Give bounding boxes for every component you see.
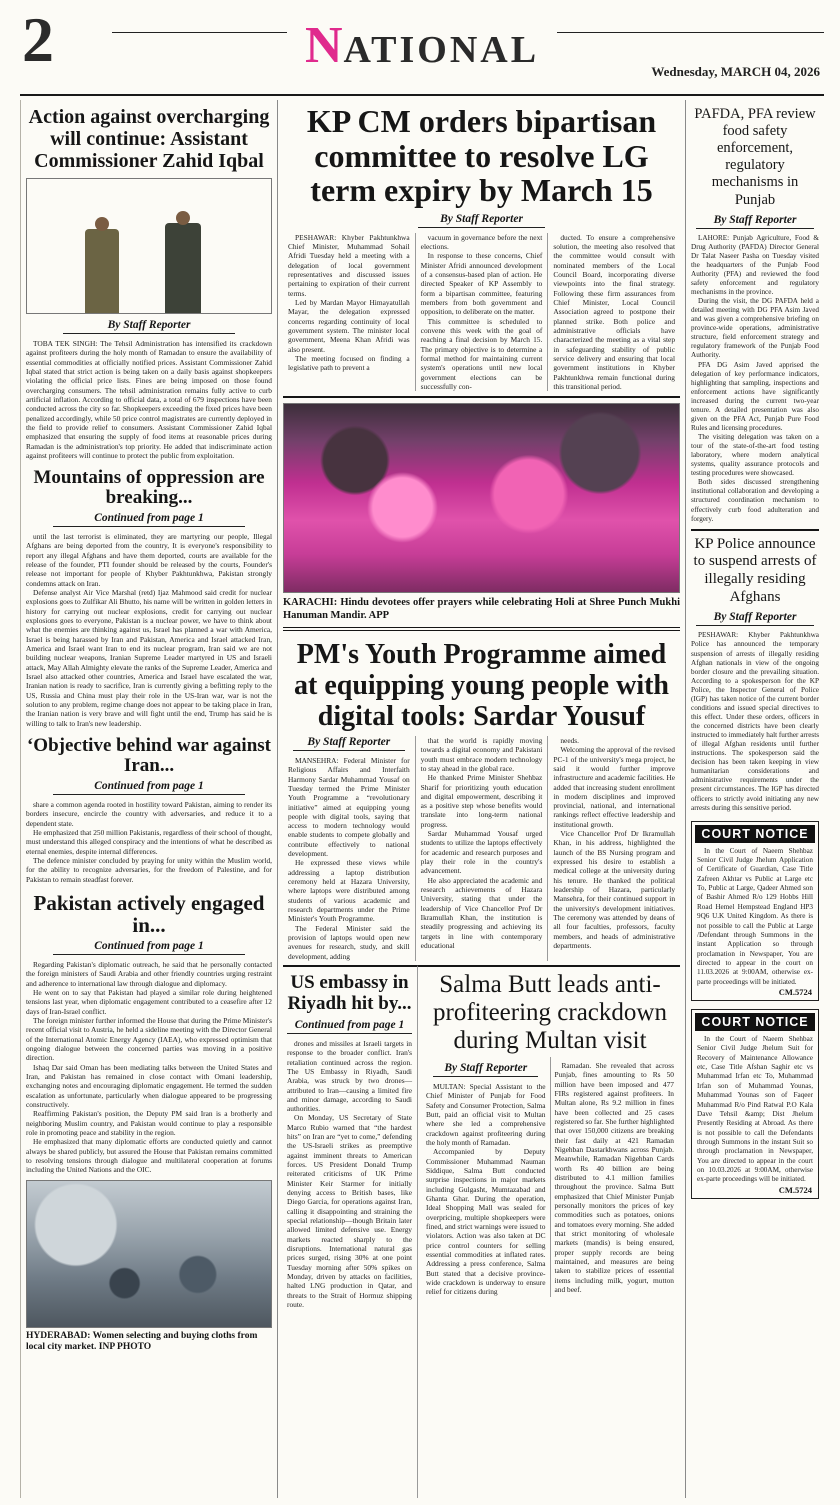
paragraph: He went on to say that Pakistan had played a similar role during heightened tensions last year, when diplomatic engagement contributed to a ceasefire after 12 days of Iran-Israel conflict. bbox=[26, 987, 272, 1016]
article-kp-police-headline: KP Police announce to suspend arrests of illegally residing Afghans bbox=[693, 535, 817, 605]
paragraph: Ramadan. She revealed that across Punjab, fines amounting to Rs 50 million have been imposed and 477 FIRs registered against profiteers. In Multan alone, Rs 9.2 million in fines have been collected and 25 cases registered so far. She further highlighted that over 150,000 citizens are breaking their fast daily at 421 Ramadan Nigehban Dastarkhwans across Punjab. Meanwhile, Ramadan Nigehban Cards worth Rs 40 billion are being distributed to 4.1 million families throughout the province. Salma Butt emphasized that Chief Minister Punjab personally monitors the prices of key commodities such as potatoes, onions and tomatoes every morning. She added that strict monitoring of wholesale markets (mandis) is being ensured, proper supply records are being maintained, and measures are being taken to stabilize prices of essential items including milk, yogurt, mutton and beef. bbox=[554, 1061, 674, 1294]
continued-from-page1: Continued from page 1 bbox=[53, 512, 245, 527]
holi-celebration-photo bbox=[283, 403, 680, 593]
article-pakistan-headline: Pakistan actively engaged in... bbox=[33, 890, 265, 937]
center-column bbox=[278, 100, 686, 1498]
paragraph: PESHAWAR: Khyber Pakhtunkhwa Chief Minister, Muhammad Sohail Afridi Tuesday held a meeting with a delegation of local government representatives and discussed issues pertaining to expiration of their current terms. bbox=[288, 232, 410, 298]
section-initial: N bbox=[304, 17, 344, 74]
paragraph: that the world is rapidly moving towards a digital economy and Pakistani youth must embrace modern technology to stay ahead in the global race. bbox=[420, 735, 543, 773]
court-notice-1-body bbox=[692, 847, 818, 987]
left-column bbox=[20, 100, 278, 1498]
right-column bbox=[686, 100, 824, 1498]
paragraph: In the Court of Naeem Shehbaz Senior Civil Judge Jhelum Application of Certificate of Guardian, Case Title Zafreen Akhtar vs Public at Large etc To, Public at Large, Qadeer Ahmed son of Bashir Ahmed R/o 129 Hobbs Hill Road Hemel Hempstead England HP3 9Q6 U.K United Kingdom. As there is not possible to call the Public at Large /Defendant through Summons in the instant Application so through proclamation in Newspaper, You are directed to appear in the court on 11.03.2026 at 9:00AM, otherwise ex-parte proceedings will be initiated. bbox=[697, 846, 813, 986]
byline: By Staff Reporter bbox=[433, 1062, 538, 1077]
paragraph: On Monday, US Secretary of State Marco Rubio warned that “the hardest hits” on Iran are “yet to come,” defending the US-Israeli strikes as preemptive against imminent threats to American forces. US President Donald Trump reiterated criticisms of UK Prime Minister Keir Starmer for initially denying access to British bases, like Diego Garcia, for operations against Iran, calling it disappointing and straining the special relationship—though Britain later allowed limited defensive use. Energy markets reacted sharply to the disruptions. International natural gas prices surged, rising 30% at one point Tuesday morning after 50% spikes on Monday, driven by attacks on facilities, halted LNG production in Qatar, and threats to the Strait of Hormuz shipping route. bbox=[287, 1113, 412, 1310]
hyderabad-photo-block bbox=[26, 1180, 272, 1354]
article-kpcm-headline: KP CM orders bipartisan committee to resolve LG term expiry by March 15 bbox=[306, 103, 657, 209]
paragraph: He emphasized that 250 million Pakistanis, regardless of their school of thought, must understand this alleged conspiracy and the intentions of what he described as eternal enemies, despite internal differences. bbox=[26, 827, 272, 856]
paragraph: MULTAN: Special Assistant to the Chief Minister of Punjab for Food Safety and Consumer Protection, Salma Butt, paid an official visit to Multan where she led a comprehensive crackdown against profiteering during the holy month of Ramadan. bbox=[426, 1082, 546, 1148]
article-salma-butt bbox=[417, 965, 680, 1498]
salma-column-1 bbox=[426, 1082, 546, 1297]
article-pafda bbox=[691, 106, 819, 524]
article-youth-headline: PM's Youth Programme aimed at equipping young people with digital tools: Sardar Yousuf bbox=[294, 639, 669, 733]
continued-from-page1: Continued from page 1 bbox=[287, 1019, 412, 1034]
paragraph: Sardar Muhammad Yousaf urged students to utilize the laptops effectively for academic and research purposes and play their role in the country's advancement. bbox=[420, 829, 543, 876]
paragraph: The foreign minister further informed the House that during the Prime Minister's recent official visit to Austria, he held a sideline meeting with the Director General of the International Atomic Energy Agency (IAEA), who expressed optimism that ongoing dialogue between the concerned parties was moving in a positive direction. bbox=[26, 1015, 272, 1063]
paragraph: Accompanied by Deputy Commissioner Muhammad Nauman Siddique, Salma Butt conducted surprise inspections in major markets including Gulgasht, Mumtazabad and Ghanta Ghar. During the operation, Ideal Shopping Mall was sealed for overpricing, multiple shopkeepers were fined, and strict warnings were issued to violators. Action was also taken at DC price control counters for selling essential commodities at inflated rates. Addressing a press conference, Salma Butt stated that a decisive province-wide crackdown is underway to ensure relief for citizens during bbox=[426, 1147, 546, 1297]
paragraph: Reaffirming Pakistan's position, the Deputy PM said Iran is a brotherly and neighboring Muslim country, and Pakistan would continue to play a responsible role in promoting peace and stability in the region. bbox=[26, 1109, 272, 1137]
article-us-embassy-headline: US embassy in Riyadh hit by... bbox=[287, 972, 412, 1014]
article-objective-body bbox=[26, 800, 272, 884]
paragraph: needs. bbox=[560, 735, 580, 745]
article-overcharging-headline: Action against overcharging will continue: Assistant Commissioner Zahid Iqbal bbox=[28, 106, 270, 172]
court-notice-2-body bbox=[692, 1035, 818, 1185]
article-overcharging bbox=[26, 106, 272, 460]
article-us-embassy-body bbox=[287, 1039, 412, 1310]
paragraph: MANSEHRA: Federal Minister for Religious Affairs and Interfaith Harmony Sardar Muhammad Yousaf on Tuesday termed the Prime Minister Youth Programme a “revolutionary initiative” aimed at equipping young people with digital tools, saying that access to modern technology would enable students to compete globally and contribute effectively to national development. bbox=[288, 755, 410, 859]
paragraph: drones and missiles at Israeli targets in response to the broader conflict. Iran's retaliation continued across the region. The US Embassy in Riyadh, Saudi Arabia, was struck by two drones—attributed to Iran—causing a limited fire and minor damage, according to Saudi authorities. bbox=[287, 1038, 412, 1114]
article-overcharging-body bbox=[26, 339, 272, 460]
paragraph: Defense analyst Air Vice Marshal (retd) Ijaz Mahmood said credit for nuclear explosions goes to Zulfikar Ali Bhutto, his name will be written in golden letters in history for carrying out nuclear explosions, credit for carrying out nuclear explosions goes to everyone, Pakistan is a nuclear power, we have to think about what the enemies are thinking against us, Israel has planned a war with America, Israel is being harassed by Iran and Pakistan, America and Israel attacked Iran, America and Israel want Iran to end its nuclear program, Iran said we are not building nuclear weapons, Iranian Supreme Leader martyred in US and Israeli attack, May Allah Almighty elevate the ranks of the Supreme Leader, America and Israel also attacked other countries, America and Israel have escalated the war, Iranian nation is ready to sacrifice, Iran is currently giving a befitting reply to the US, Russia and China must play their role in the US-Iran war, war is not the solution to any problem, regime change does not appear to be taking place in Iran, the Iranian nation is very brave and will fight until the end, Trump has said he is willing to talk to Iran's new leadership. bbox=[26, 588, 272, 728]
paragraph: He expressed these views while addressing a laptop distribution ceremony held at Hazara University, where laptops were distributed among students of various academic and research departments under the Prime Minister's Youth Programme. bbox=[288, 858, 410, 924]
byline: By Staff Reporter bbox=[418, 213, 545, 228]
paragraph: This committee is scheduled to convene this week with the goal of reaching a final decision by March 15. The primary objective is to determine a formal method for maintaining current system's operations until new local government elections can be successfully con- bbox=[420, 316, 543, 391]
paragraph: share a common agenda rooted in hostility toward Pakistan, aiming to render its borders insecure, encircle the country with adversaries, and reduce it to a dependent state. bbox=[26, 799, 272, 828]
article-pakistan-body bbox=[26, 960, 272, 1175]
paragraph: He emphasized that many diplomatic efforts are conducted quietly and cannot always be shared publicly, but assured the House that Pakistan remains committed to resolving tensions through dialogue and multilateral cooperation at forums including the United Nations and the OIC. bbox=[26, 1137, 272, 1175]
article-kp-police bbox=[691, 536, 819, 813]
article-kp-police-body bbox=[691, 631, 819, 812]
paragraph: Ishaq Dar said Oman has been mediating talks between the United States and Iran, and Pakistan has remained in close contact with Omani leadership, exchanging notes and encouraging diplomatic engagement. He termed the sudden escalation as unfortunate, particularly when dialogue appeared to be progressing constructively. bbox=[26, 1062, 272, 1109]
byline: By Staff Reporter bbox=[696, 214, 814, 229]
byline: By Staff Reporter bbox=[696, 611, 814, 626]
issue-date: Wednesday, MARCH 04, 2026 bbox=[651, 64, 820, 79]
paragraph: vacuum in governance before the next elections. bbox=[420, 232, 543, 251]
photo-figure bbox=[165, 223, 201, 314]
continued-from-page1: Continued from page 1 bbox=[53, 940, 245, 955]
salma-column-2 bbox=[550, 1057, 679, 1297]
court-notice-2 bbox=[691, 1009, 819, 1199]
court-notice-title: COURT NOTICE bbox=[695, 1013, 815, 1031]
article-salma-headline: Salma Butt leads anti-profiteering crackdown during Multan visit bbox=[433, 971, 667, 1055]
byline: By Staff Reporter bbox=[293, 736, 405, 751]
paragraph: During the visit, the DG PAFDA held a detailed meeting with DG PFA Asim Javed and was given a comprehensive briefing on province-wide operations, administrative structure, field enforcement strategy and regulatory framework of the Punjab Food Authority. bbox=[691, 297, 819, 360]
section-rule bbox=[283, 396, 680, 398]
hyderabad-market-photo bbox=[26, 1180, 272, 1328]
paragraph: until the last terrorist is eliminated, they are martyring our people, Illegal Afghans are being deported from the country, It is everyone's responsibility to report any illegal Afghans and have them deported, courts are available for the release of the founder, PTI founder should be released by the courts, Founder's release not important for people of Khyber Pakhtunkhwa, Pakistan strongly condemns attack on Iran. bbox=[26, 532, 272, 588]
section-name: ATIONAL bbox=[343, 29, 540, 71]
market-inspection-photo bbox=[26, 178, 272, 314]
article-kpcm bbox=[283, 104, 680, 391]
section-rule-double bbox=[283, 627, 680, 631]
center-bottom-row bbox=[283, 965, 680, 1498]
section-rule bbox=[691, 529, 819, 531]
paragraph: PFA DG Asim Javed apprised the delegation of key performance indicators, highlighting that sampling, inspections and enforcement actions have significantly increased during the current two-year tenure. A detailed presentation was also given on the PFA Act, Punjab Pure Food Rules and licensing procedures. bbox=[691, 360, 819, 432]
paragraph: The visiting delegation was taken on a tour of the state-of-the-art food testing laboratory, where modern analytical systems, quality assurance protocols and testing procedures were showcased. bbox=[691, 433, 819, 478]
court-notice-1-ref: CM.5724 bbox=[778, 987, 812, 998]
youth-column-2 bbox=[415, 736, 548, 961]
article-mountains-body bbox=[26, 532, 272, 728]
youth-column-3 bbox=[547, 736, 680, 961]
paragraph: Regarding Pakistan's diplomatic outreach, he said that he personally contacted the foreign ministers of Saudi Arabia and other friendly countries urging restraint and adherence to international law through dialogue and diplomacy. bbox=[26, 959, 272, 988]
article-objective bbox=[26, 736, 272, 884]
kpcm-column-1 bbox=[283, 233, 415, 392]
article-youth-programme bbox=[283, 636, 680, 961]
court-notice-title: COURT NOTICE bbox=[695, 825, 815, 843]
article-pafda-headline: PAFDA, PFA review food safety enforcement, regulatory mechanisms in Punjab bbox=[694, 106, 816, 208]
court-notice-2-ref: CM.5724 bbox=[778, 1184, 812, 1195]
byline: By Staff Reporter bbox=[63, 319, 235, 334]
paragraph: TOBA TEK SINGH: The Tehsil Administration has intensified its crackdown against profiteers during the holy month of Ramadan to ensure the availability of essential commodities at officially notified prices. Assistant Commissioner Zahid Iqbal stated that strict action is being taken on a daily basis against shopkeepers violating the official price lists. Fines are being imposed on those found overcharging consumers. The tehsil administration remains fully active to curb artificial inflation. According to official data, a total of 679 inspections have been conducted across the city so far. Shopkeepers exceeding the fixed prices have been penalized accordingly, while 50 price control magistrates are currently deployed in the field to provide relief to consumers. Assistant Commissioner Zahid Iqbal emphasized that ensuring the supply of food items at reasonable prices during Ramadan is the administration's top priority. He added that indiscriminate action against profiteers will continue to protect the public from exploitation. bbox=[26, 339, 272, 460]
article-pafda-body bbox=[691, 234, 819, 524]
paragraph: Vice Chancellor Prof Dr Ikramullah Khan, in his address, highlighted the launch of the BS Nursing program and expressed his desire to establish a medical college at the university during his tenure. He thanked the political leadership of Hazara, particularly Mansehra, for their continued support in the university's development initiatives. The ceremony was attended by deans of all four faculties, professors, faculty members, and heads of administrative departments. bbox=[553, 829, 676, 951]
holi-photo-caption: KARACHI: Hindu devotees offer prayers while celebrating Holi at Shree Punch Mukhi Hanuman Mandir. APP bbox=[283, 597, 680, 622]
continued-from-page1: Continued from page 1 bbox=[53, 780, 245, 795]
paragraph: PESHAWAR: Khyber Pakhtunkhwa Police has announced the temporary suspension of arrests of illegally residing Afghan nationals in view of the ongoing border closure and the prevailing situation. According to a spokesperson for the KP Police, the Inspector General of Police (IGP) has taken notice of the current border conditions and issued special directives to this effect. Under these orders, officers in the concerned districts have been clearly instructed to immediately halt further arrests of illegal Afghan residents until further instructions. The spokesperson said the decision has been taken keeping in view humanitarian considerations and administrative requirements under the present circumstances. The IGP has directed officers to strictly avoid initiating any new arrests during this sensitive period. bbox=[691, 631, 819, 812]
page-number: 2 bbox=[22, 4, 54, 75]
photo-figure bbox=[85, 229, 119, 314]
holi-photo-block bbox=[283, 403, 680, 622]
kpcm-column-3 bbox=[547, 233, 680, 392]
paragraph: He also appreciated the academic and research achievements of Hazara University, stating that under the leadership of Vice Chancellor Prof Dr Ikramullah Khan, the institution is steadily progressing and achieving its targets in line with contemporary educational bbox=[420, 875, 543, 951]
paragraph: Welcoming the approval of the revised PC-1 of the university's mega project, he said it would further improve infrastructure and academic facilities. He added that increasing student enrollment in modern disciplines and improved provincial, national, and international rankings reflect effective leadership and institutional growth. bbox=[553, 745, 676, 829]
paragraph: The defence minister concluded by praying for unity within the Muslim world, for the ability to recognize adversaries, for the freedom of Palestine, and for Pakistan to remain steadfast forever. bbox=[26, 855, 272, 884]
article-us-embassy bbox=[283, 965, 417, 1498]
article-pakistan-engaged bbox=[26, 892, 272, 1175]
paragraph: He thanked Prime Minister Shehbaz Sharif for prioritizing youth education and digital empowerment, describing it as a positive step whose benefits would translate into long-term national progress. bbox=[420, 773, 543, 829]
paragraph: In response to these concerns, Chief Minister Afridi announced development of a consensus-based plan of action. He directed Speaker of KP Assembly to form a bipartisan committee, featuring members from both government and opposition, to deliberate on the matter. bbox=[420, 251, 543, 317]
hyderabad-photo-caption: HYDERABAD: Women selecting and buying cloths from local city market. INP PHOTO bbox=[26, 1330, 258, 1352]
paragraph: LAHORE: Punjab Agriculture, Food & Drug Authority (PAFDA) Director General Dr Talat Naseer Pasha on Tuesday visited the headquarters of the Punjab Food Authority (PFA) and reviewed the food safety enforcement and regulatory mechanisms in the province. bbox=[691, 233, 819, 297]
paragraph: The Federal Minister said the provision of laptops would open new avenues for research, study, and skill development, adding bbox=[288, 923, 410, 961]
page-header bbox=[20, 4, 824, 96]
paragraph: The meeting focused on finding a legislative path to prevent a bbox=[288, 353, 410, 373]
paragraph: ducted. To ensure a comprehensive solution, the meeting also resolved that the committee would consult with nominated members of the Local Council Board, incorporating diverse viewpoints into the final strategy. Following these firm assurances from Chief Minister, Local Council Association agreed to postpone their planned strike. Both police and administrative officials have characterized the meeting as a vital step in safeguarding stability of public service delivery and ensuring that local government institutions in Khyber Pakhtunkhwa remain functional during this transitional period. bbox=[553, 232, 676, 391]
article-mountains-headline: Mountains of oppression are breaking... bbox=[33, 467, 265, 509]
paragraph: Led by Mardan Mayor Himayatullah Mayar, the delegation expressed concerns regarding continuity of local government system. The minister local government, Meena Khan Afridi was also present. bbox=[288, 297, 410, 354]
kpcm-column-2 bbox=[415, 233, 548, 392]
page-content bbox=[20, 100, 824, 1498]
paragraph: Both sides discussed strengthening institutional collaboration and developing a structured coordination mechanism to effectively curb food adulteration and forgery. bbox=[691, 478, 819, 523]
article-mountains bbox=[26, 468, 272, 728]
youth-column-1 bbox=[288, 756, 410, 961]
paragraph: In the Court of Naeem Shehbaz Senior Civil Judge Jhelum Suit for Recovery of Maintenance Allowance etc, Case Title Afshan Saghir etc vs Muhammad Irfan etc To, Muhammad Irfan son of Muhammad Younas, Muhammad Younas son of Faqeer Muhammad R/o Pind Ratwal P.O Kala Dave Tehsil &amp; Dist Jhelum Presently Residing at Abroad. As there is not possible to call the Defendants through Summons in the instant Suit so through proclamation in Newspaper, You are directed to appear in the court on 10.03.2026 at 9:00AM, otherwise ex-parte proceedings will be initiated. bbox=[697, 1035, 813, 1184]
court-notice-1 bbox=[691, 821, 819, 1001]
article-objective-headline: ‘Objective behind war against Iran... bbox=[26, 735, 271, 776]
